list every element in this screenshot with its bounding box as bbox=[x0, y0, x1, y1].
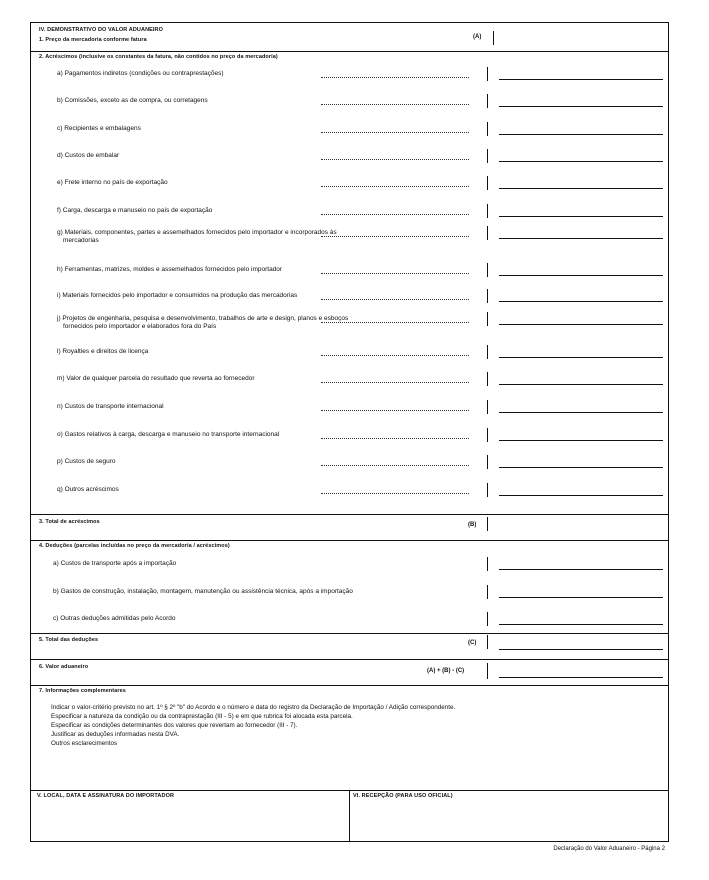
acrescimo-label: m) Valor de qualquer parcela do resultado que reverta ao fornecedor bbox=[57, 375, 255, 382]
value-tick bbox=[487, 176, 488, 190]
value-tick bbox=[487, 122, 488, 136]
tag-c: (C) bbox=[468, 640, 477, 646]
deducao-label: c) Outras deduções admitidas pelo Acordo bbox=[53, 615, 176, 622]
divider-3 bbox=[31, 514, 668, 515]
deducao-label: b) Gastos de construção, instalação, montagem, manutenção ou assistência técnica, após a importação bbox=[53, 588, 353, 595]
acrescimo-value-line[interactable] bbox=[499, 106, 663, 107]
value-tick bbox=[487, 483, 488, 497]
tick-c bbox=[487, 635, 488, 649]
acrescimo-value-line[interactable] bbox=[499, 188, 663, 189]
value-tick bbox=[487, 400, 488, 414]
line-5-label: 5. Total das deduções bbox=[39, 637, 99, 643]
value-tick bbox=[487, 428, 488, 442]
info-line-3: Especificar as condições determinantes dos valores que revertam ao fornecedor (III - 7). bbox=[51, 722, 298, 729]
acrescimo-value-line[interactable] bbox=[499, 238, 663, 239]
value-tick bbox=[487, 204, 488, 218]
tag-b: (B) bbox=[468, 522, 477, 528]
dot-leader bbox=[321, 214, 469, 215]
dot-leader bbox=[321, 410, 469, 411]
info-line-4: Justificar as deduções informadas nesta DVA. bbox=[51, 731, 180, 738]
tag-a: (A) bbox=[473, 34, 482, 40]
info-line-2: Especificar a natureza da condição ou da contraprestação (III - 5) e em que rubrica foi alocada esta parcela. bbox=[51, 713, 353, 720]
value-tick bbox=[487, 149, 488, 163]
acrescimo-value-line[interactable] bbox=[499, 440, 663, 441]
acrescimo-label: o) Gastos relativos à carga, descarga e manuseio no transporte internacional bbox=[57, 431, 280, 438]
acrescimo-value-line[interactable] bbox=[499, 384, 663, 385]
divider-6 bbox=[31, 659, 668, 660]
dot-leader bbox=[321, 382, 469, 383]
acrescimo-label-cont: fornecidos pelo importador e elaborados fora do País bbox=[63, 323, 217, 330]
acrescimo-label: f) Carga, descarga e manuseio no país de exportação bbox=[57, 207, 213, 214]
deducao-value-line[interactable] bbox=[499, 624, 663, 625]
dot-leader bbox=[321, 273, 469, 274]
value-tick bbox=[487, 557, 488, 571]
line-7-label: 7. Informações complementares bbox=[39, 688, 126, 694]
formula: (A) + (B) - (C) bbox=[427, 668, 465, 674]
line-4-label: 4. Deduções (parcelas incluídas no preço da mercadoria / acréscimos) bbox=[39, 543, 230, 549]
acrescimo-label: c) Recipientes e embalagens bbox=[57, 125, 141, 132]
acrescimo-value-line[interactable] bbox=[499, 79, 663, 80]
acrescimo-label: j) Projetos de engenharia, pesquisa e desenvolvimento, trabalhos de arte e design, planos e esboços bbox=[57, 315, 349, 322]
acrescimo-value-line[interactable] bbox=[499, 324, 663, 325]
value-tick bbox=[487, 312, 488, 326]
divider-5 bbox=[31, 633, 668, 634]
value-tick bbox=[487, 345, 488, 359]
divider-4 bbox=[31, 540, 668, 541]
dot-leader bbox=[321, 465, 469, 466]
value-tick bbox=[487, 585, 488, 599]
dot-leader bbox=[321, 355, 469, 356]
dot-leader bbox=[321, 132, 469, 133]
acrescimo-label: h) Ferramentas, matrizes, moldes e assemelhados fornecidos pelo importador bbox=[57, 266, 283, 273]
dot-leader bbox=[321, 159, 469, 160]
dot-leader bbox=[321, 104, 469, 105]
acrescimo-value-line[interactable] bbox=[499, 301, 663, 302]
line-6-label: 6. Valor aduaneiro bbox=[39, 664, 89, 670]
dot-leader bbox=[321, 493, 469, 494]
tick-d bbox=[487, 663, 488, 679]
answer-line-c[interactable] bbox=[499, 649, 663, 650]
acrescimo-value-line[interactable] bbox=[499, 412, 663, 413]
acrescimo-label: i) Materiais fornecidos pelo importador e consumidos na produção das mercadorias bbox=[57, 292, 298, 299]
deducao-value-line[interactable] bbox=[499, 597, 663, 598]
acrescimo-label: d) Custos de embalar bbox=[57, 152, 120, 159]
deducao-label: a) Custos de transporte após a importação bbox=[53, 560, 177, 567]
dot-leader bbox=[321, 236, 469, 237]
dot-leader bbox=[321, 77, 469, 78]
acrescimo-value-line[interactable] bbox=[499, 495, 663, 496]
acrescimo-label: p) Custos de seguro bbox=[57, 458, 116, 465]
dot-leader bbox=[321, 299, 469, 300]
value-tick bbox=[487, 289, 488, 303]
acrescimo-value-line[interactable] bbox=[499, 357, 663, 358]
acrescimo-label-cont: mercadorias bbox=[63, 237, 99, 244]
acrescimo-value-line[interactable] bbox=[499, 161, 663, 162]
acrescimo-label: n) Custos de transporte internacional bbox=[57, 403, 164, 410]
line-3-label: 3. Total de acréscimos bbox=[39, 519, 100, 525]
info-line-1: Indicar o valor-critério previsto no art. 1º § 2º "b" do Acordo e o número e data do registro da Declaração de Importação / Adição correspondente. bbox=[51, 704, 456, 711]
section-iv-title: IV. DEMONSTRATIVO DO VALOR ADUANEIRO bbox=[39, 27, 163, 33]
line-1-label: 1. Preço da mercadoria conforme fatura bbox=[39, 37, 147, 43]
acrescimo-value-line[interactable] bbox=[499, 134, 663, 135]
value-tick bbox=[487, 94, 488, 108]
dot-leader bbox=[321, 438, 469, 439]
acrescimo-label: b) Comissões, exceto as de compra, ou corretagens bbox=[57, 97, 208, 104]
section-v-title: V. LOCAL, DATA E ASSINATURA DO IMPORTADOR bbox=[37, 793, 175, 799]
dot-leader bbox=[321, 322, 469, 323]
acrescimo-label: l) Royalties e direitos de licença bbox=[57, 348, 149, 355]
value-tick bbox=[487, 263, 488, 277]
form-frame bbox=[30, 22, 669, 842]
tick-b bbox=[487, 517, 488, 531]
deducao-value-line[interactable] bbox=[499, 569, 663, 570]
value-tick bbox=[487, 67, 488, 81]
page-footer: Declaração do Valor Aduaneiro - Página 2 bbox=[553, 846, 665, 852]
value-tick bbox=[487, 455, 488, 469]
acrescimo-label: q) Outros acréscimos bbox=[57, 486, 119, 493]
value-tick bbox=[487, 612, 488, 626]
acrescimo-value-line[interactable] bbox=[499, 216, 663, 217]
tick-a bbox=[493, 31, 494, 45]
acrescimo-label: e) Frete interno no país de exportação bbox=[57, 179, 168, 186]
acrescimo-label: a) Pagamentos indiretos (condições ou contraprestações) bbox=[57, 70, 224, 77]
value-tick bbox=[487, 226, 488, 240]
divider-7 bbox=[31, 685, 668, 686]
acrescimo-label: g) Materiais, componentes, partes e assemelhados fornecidos pelo importador e incorporados às bbox=[57, 229, 337, 236]
acrescimo-value-line[interactable] bbox=[499, 275, 663, 276]
section-vi-title: VI. RECEPÇÃO (PARA USO OFICIAL) bbox=[353, 793, 453, 799]
dot-leader bbox=[321, 186, 469, 187]
acrescimo-value-line[interactable] bbox=[499, 467, 663, 468]
divider-sections bbox=[349, 790, 350, 842]
value-tick bbox=[487, 372, 488, 386]
line-2-label: 2. Acréscimos (inclusive os constantes da fatura, não contidos no preço da mercadoria) bbox=[39, 54, 278, 60]
divider-1 bbox=[31, 51, 668, 52]
answer-line-valor[interactable] bbox=[499, 677, 663, 678]
info-line-5: Outros esclarecimentos bbox=[51, 740, 118, 747]
